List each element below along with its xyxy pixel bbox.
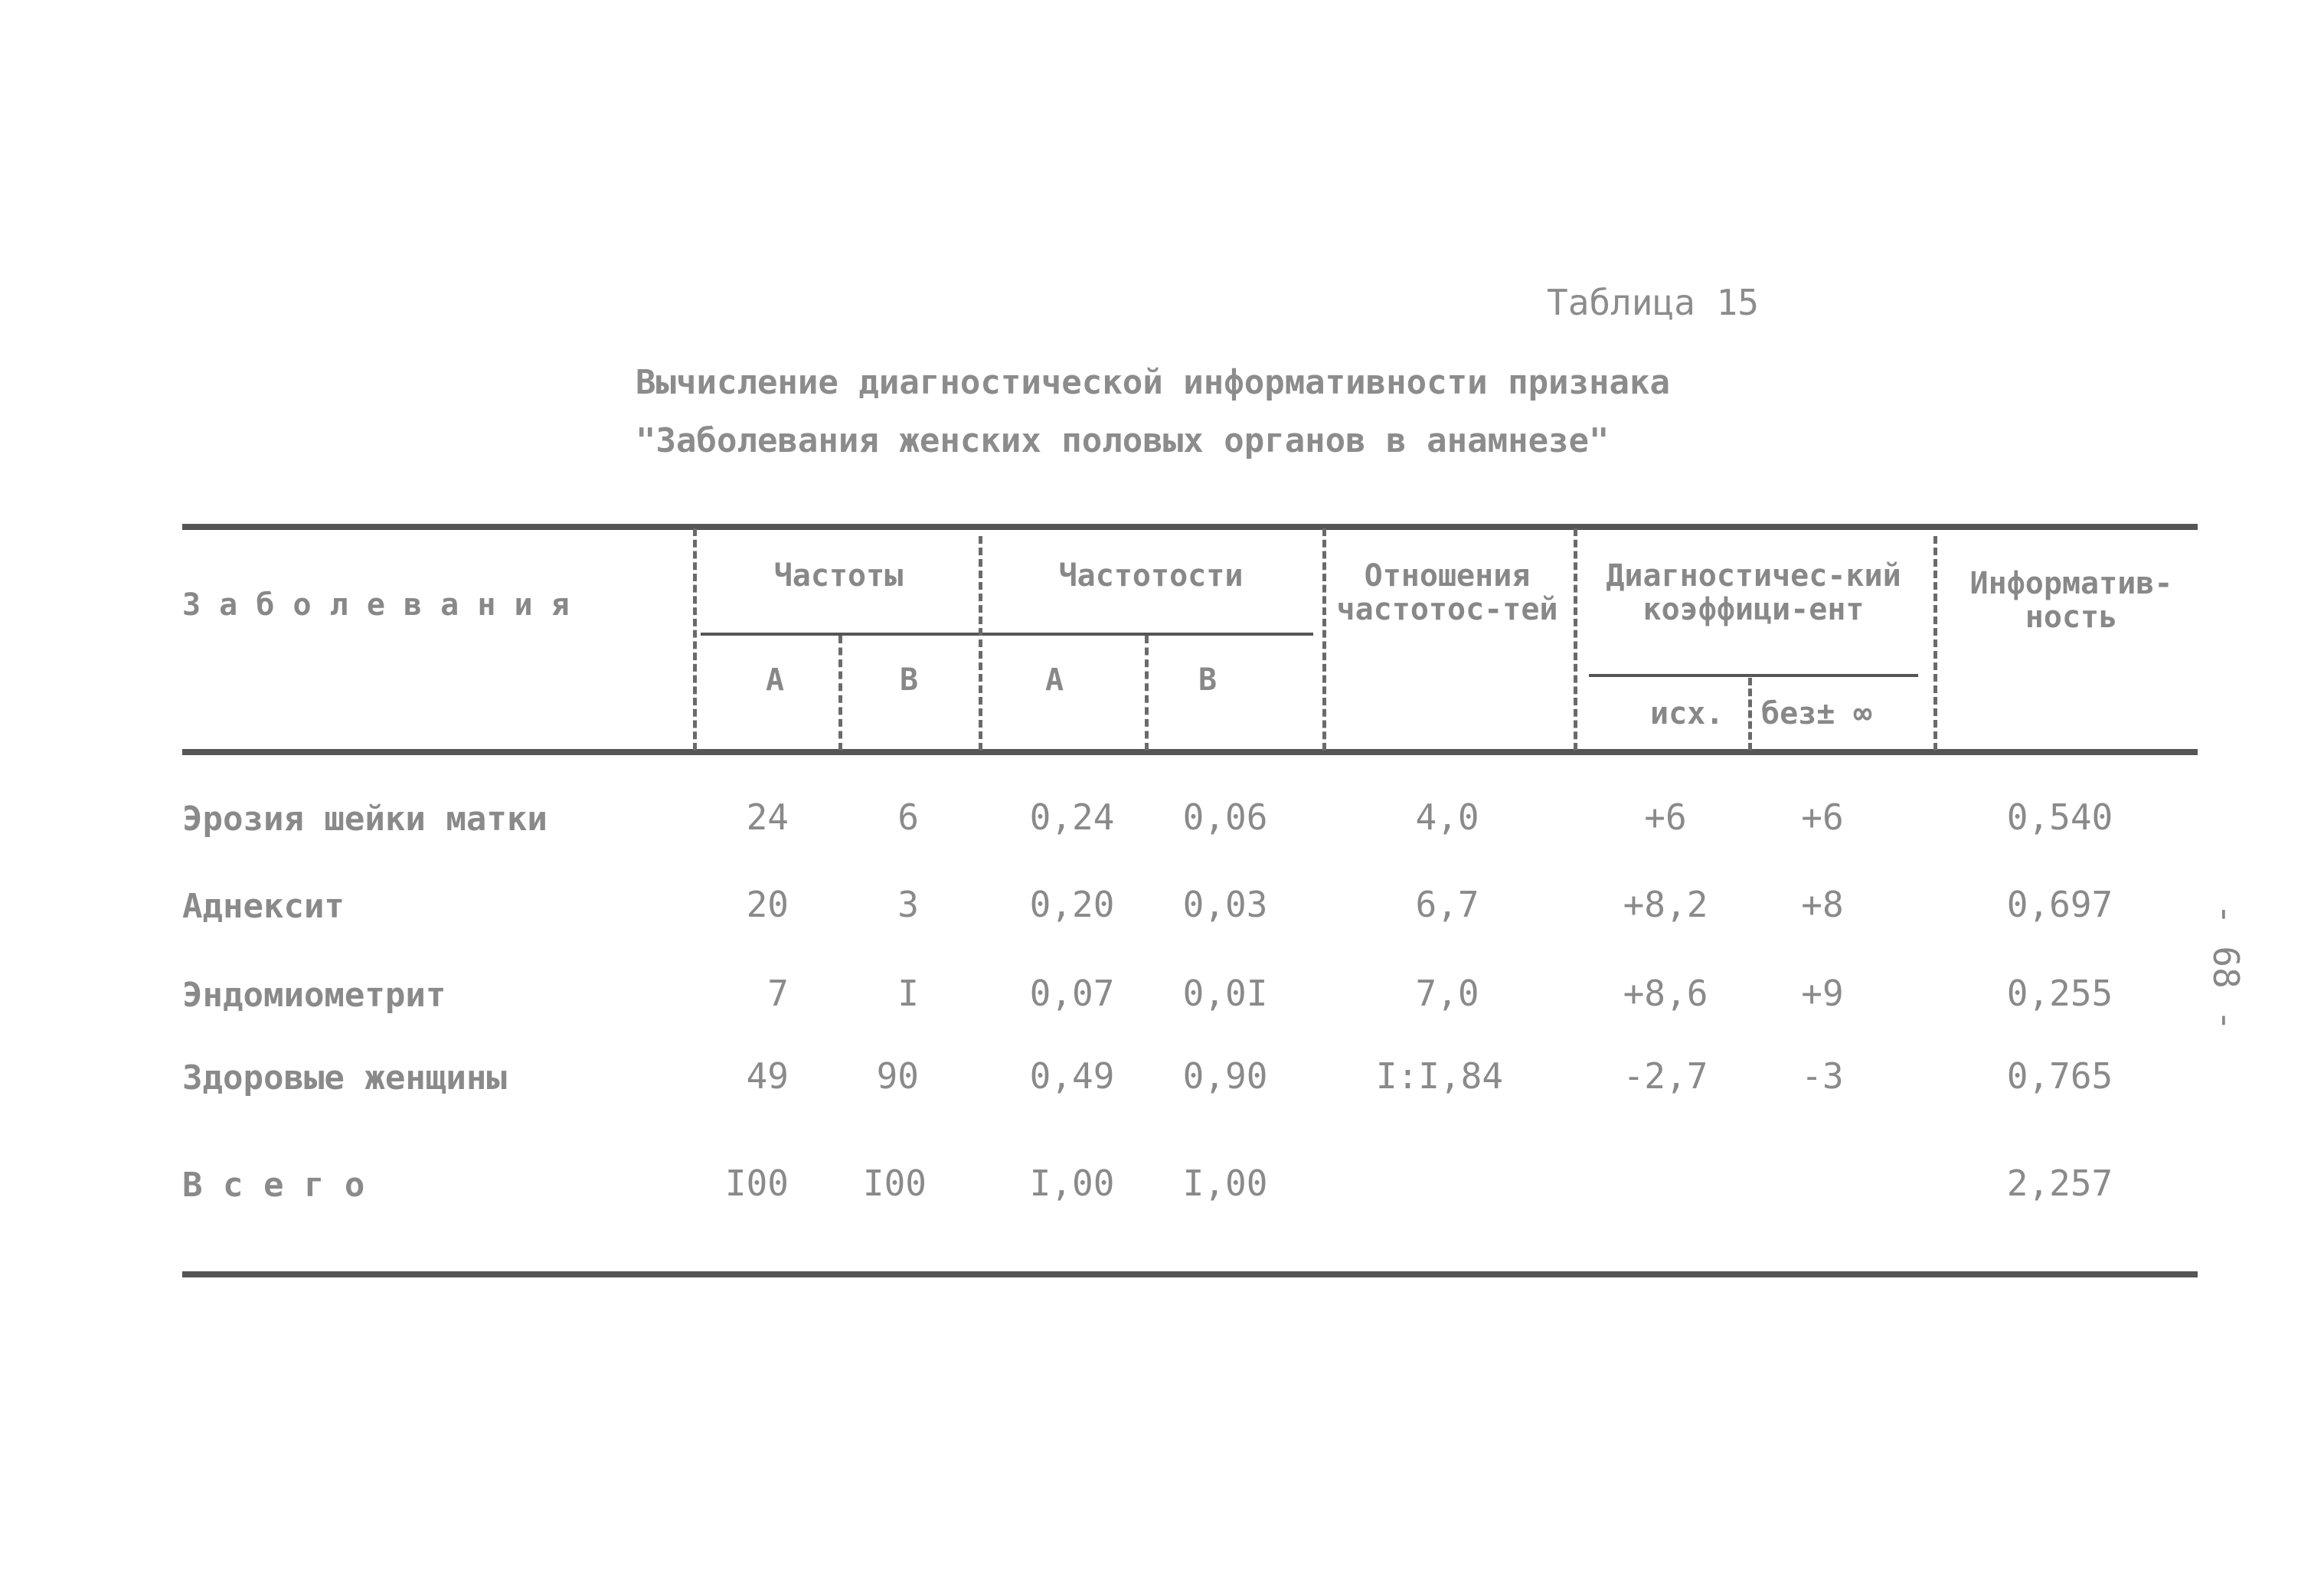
page-number: - 68 - [2205,904,2247,1032]
row-2-dk-bez: +8 [1801,884,1844,925]
row-2-rel-a: 0,20 [1029,884,1115,925]
row-3-freq-a: 7 [767,973,789,1014]
row-4-rel-b: 0,90 [1182,1055,1268,1097]
row-4-freq-b: 90 [876,1055,919,1097]
row-3-dk-isx: +8,6 [1623,973,1708,1014]
header-freq-b: В [900,662,919,698]
col-sep-6 [1574,528,1577,751]
row-3-ratio: 7,0 [1415,973,1479,1014]
row-2-rel-b: 0,03 [1182,884,1268,925]
row-1-dk-isx: +6 [1644,796,1687,838]
row-2-ratio: 6,7 [1415,884,1479,925]
row-2-freq-b: 3 [897,884,919,925]
row-4-name: Здоровые женщины [182,1058,507,1097]
row-3-name: Эндомиометрит [182,976,446,1015]
total-rel-b: I,00 [1182,1163,1268,1204]
total-freq-a: I00 [724,1163,789,1204]
row-2-inform: 0,697 [2006,884,2113,925]
row-3-rel-b: 0,0I [1182,973,1268,1014]
table-top-rule [182,524,2198,530]
row-1-ratio: 4,0 [1415,796,1479,838]
table-title-line1: Вычисление диагностической информативности признака [636,363,1671,402]
row-1-dk-bez: +6 [1801,796,1844,838]
header-diag-isx: исх. [1650,696,1724,731]
row-1-freq-a: 24 [746,796,789,838]
row-1-freq-b: 6 [897,796,919,838]
row-4-dk-bez: -3 [1801,1055,1844,1097]
table-number: Таблица 15 [1547,282,1759,323]
col-sep-8 [1933,536,1937,751]
col-sep-4 [1145,636,1149,751]
row-1-name: Эрозия шейки матки [182,800,547,839]
header-relative-frequencies: Частотости [1058,558,1244,594]
col-sep-5 [1322,528,1326,751]
header-rel-b: В [1198,662,1218,698]
header-ratio: Отношения частотос-тей [1336,558,1558,627]
header-diagnostic-coefficient: Диагностичес-кий коэффици-ент [1606,558,1901,627]
total-name: В с е г о [182,1166,365,1205]
header-frequencies: Частоты [773,558,904,594]
row-2-freq-a: 20 [746,884,789,925]
row-3-freq-b: I [897,973,919,1014]
table-bottom-rule [182,1271,2198,1277]
header-rel-a: А [1045,662,1064,698]
header-freq-a: А [766,662,785,698]
freq-sub-rule [701,633,1313,636]
row-4-ratio: I:I,84 [1375,1055,1504,1097]
row-4-rel-a: 0,49 [1029,1055,1115,1097]
row-3-dk-bez: +9 [1801,973,1844,1014]
col-sep-7 [1748,678,1752,751]
total-freq-b: I00 [862,1163,927,1204]
row-4-inform: 0,765 [2006,1055,2113,1097]
row-3-rel-a: 0,07 [1029,973,1115,1014]
row-1-rel-b: 0,06 [1182,796,1268,838]
table-title-line2: "Заболевания женских половых органов в анамнезе" [636,421,1610,460]
row-1-rel-a: 0,24 [1029,796,1115,838]
row-2-dk-isx: +8,2 [1623,884,1708,925]
header-diag-bez: без± ∞ [1761,696,1872,731]
row-4-freq-a: 49 [746,1055,789,1097]
total-rel-a: I,00 [1029,1163,1115,1204]
row-1-inform: 0,540 [2006,796,2113,838]
header-informativeness: Информатив-ность [1969,566,2173,635]
row-3-inform: 0,255 [2006,973,2113,1014]
row-4-dk-isx: -2,7 [1623,1055,1708,1097]
diag-sub-rule [1589,674,1918,677]
total-inform: 2,257 [2006,1163,2113,1204]
row-2-name: Аднексит [182,887,345,926]
header-bottom-rule [182,749,2198,755]
header-disease: З а б о л е в а н и я [182,587,570,623]
col-sep-2 [838,636,842,751]
